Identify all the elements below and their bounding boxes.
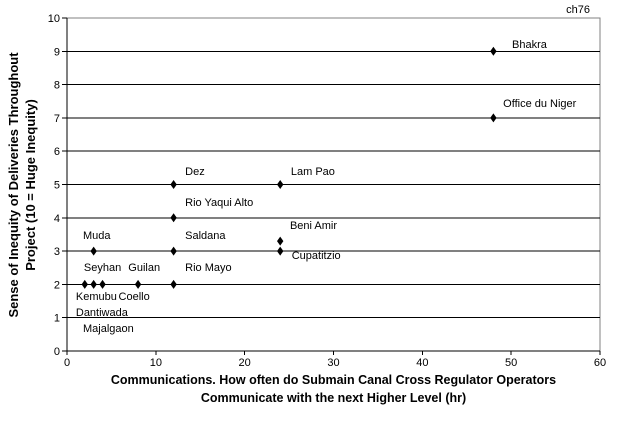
y-tick-label: 0 <box>53 346 60 358</box>
y-axis-title <box>2 18 42 351</box>
point-label: Coello <box>118 291 150 304</box>
x-tick-label: 20 <box>238 357 251 369</box>
x-tick-label: 40 <box>416 357 429 369</box>
x-tick-label: 10 <box>149 357 162 369</box>
point-label: Bhakra <box>512 38 547 51</box>
point-label: Saldana <box>185 230 226 243</box>
y-tick-label: 4 <box>53 212 60 225</box>
point-label: Majalgaon <box>82 323 134 336</box>
point-label: Dantiwada <box>75 307 128 320</box>
data-point-marker <box>277 237 283 246</box>
x-tick-label: 0 <box>63 357 71 369</box>
chart-code-label: ch76 <box>566 4 590 16</box>
point-label: Beni Amir <box>289 220 338 233</box>
point-label: Muda <box>82 230 111 243</box>
x-tick-label: 30 <box>327 357 340 369</box>
data-point-marker <box>490 47 496 56</box>
y-tick-label: 5 <box>53 179 60 192</box>
y-axis-title-line2: Project (10 = Huge Inequity) <box>23 98 38 271</box>
point-label: Seyhan <box>83 262 122 275</box>
point-label: Cupatitzio <box>291 250 341 263</box>
data-point-marker <box>82 280 88 289</box>
point-label: Lam Pao <box>290 165 335 178</box>
data-point-marker <box>90 247 96 256</box>
y-tick-label: 9 <box>53 46 60 59</box>
x-axis-title-line1: Communications. How often do Submain Canal Cross Regulator Operators <box>110 373 557 387</box>
y-tick-label: 2 <box>53 279 60 292</box>
y-axis-title-line1: Sense of Inequity of Deliveries Throughout <box>6 51 21 318</box>
y-tick-label: 7 <box>53 112 60 125</box>
data-point-marker <box>170 280 176 289</box>
x-axis-title-line2: Communicate with the next Higher Level (hr) <box>200 391 467 405</box>
data-point-marker <box>490 113 496 122</box>
data-point-marker <box>277 247 283 256</box>
point-label: Rio Yaqui Alto <box>185 197 254 210</box>
y-tick-label: 10 <box>47 13 60 25</box>
y-tick-label: 1 <box>53 312 60 325</box>
x-axis-title <box>50 371 617 407</box>
point-label: Office du Niger <box>503 97 577 110</box>
y-tick-label: 6 <box>53 146 60 159</box>
point-label: Dez <box>185 165 205 178</box>
point-label: Rio Mayo <box>185 262 232 275</box>
y-axis-title-text <box>5 18 39 351</box>
data-point-marker <box>277 180 283 189</box>
point-label: Guilan <box>128 262 161 275</box>
data-point-marker <box>90 280 96 289</box>
x-tick-label: 50 <box>505 357 518 369</box>
data-point-marker <box>170 213 176 222</box>
data-point-marker <box>135 280 141 289</box>
data-point-marker <box>99 280 105 289</box>
y-tick-label: 3 <box>53 246 60 259</box>
point-label: Kemubu <box>75 291 117 304</box>
x-tick-label: 60 <box>593 357 607 369</box>
y-tick-label: 8 <box>53 79 60 92</box>
data-point-marker <box>170 247 176 256</box>
data-point-marker <box>170 180 176 189</box>
